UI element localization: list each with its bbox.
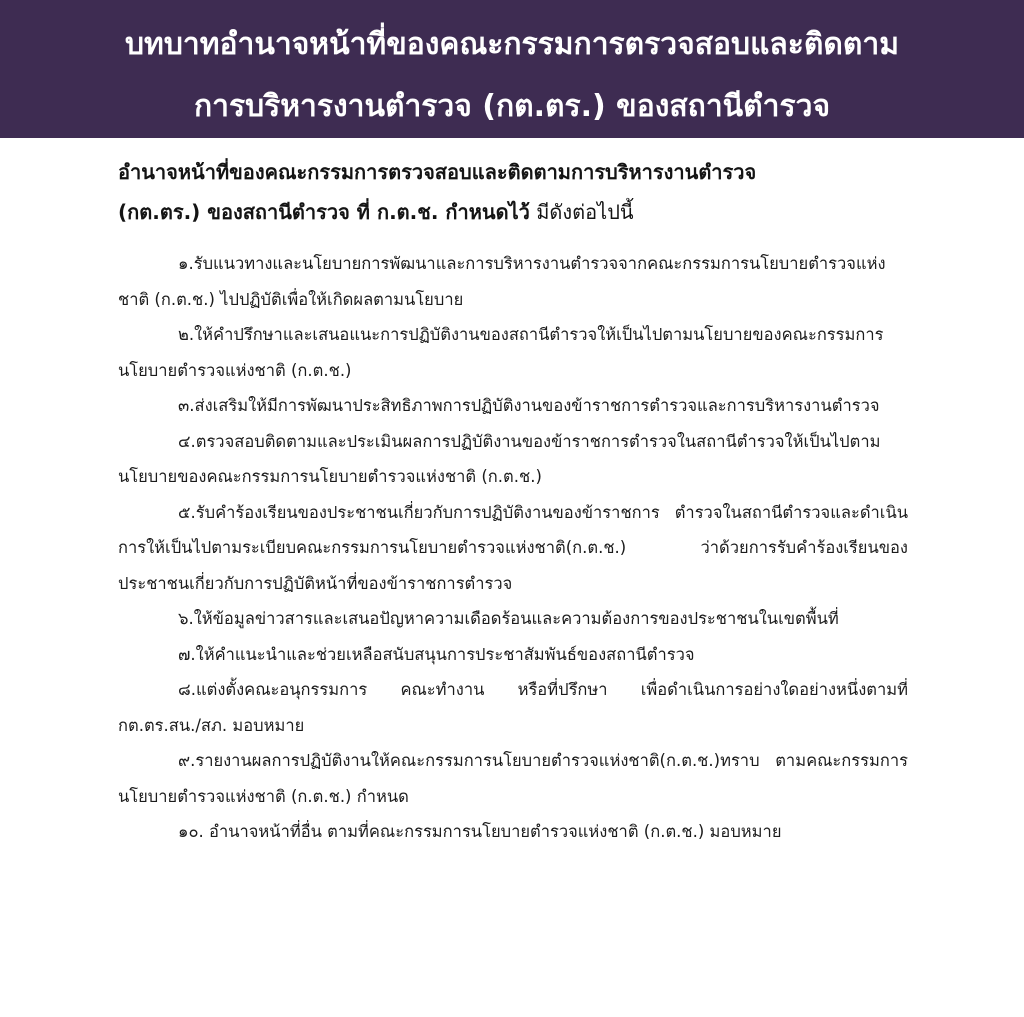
heading-normal-tail: มีดังต่อไปนี้: [536, 200, 634, 224]
duty-item-3: ๓.ส่งเสริมให้มีการพัฒนาประสิทธิภาพการปฏิบัติงานของข้าราชการตำรวจและการบริหารงานตำรวจ: [178, 396, 880, 415]
section-heading: [118, 152, 908, 232]
heading-bold-line-2: (กต.ตร.) ของสถานีตำรวจ ที่ ก.ต.ช. กำหนดไว้: [118, 200, 530, 224]
duty-item-8: ๘.แต่งตั้งคณะอนุกรรมการ คณะทำงาน หรือที่ปรึกษา เพื่อดำเนินการอย่างใดอย่างหนึ่งตามที่ กต.ตร.สน./สภ. มอบหมาย: [118, 680, 908, 735]
duty-item-9: ๙.รายงานผลการปฏิบัติงานให้คณะกรรมการนโยบายตำรวจแห่งชาติ(ก.ต.ช.)ทราบ ตามคณะกรรมการนโยบายตำรวจแห่งชาติ (ก.ต.ช.) กำหนด: [118, 751, 908, 806]
duty-item-5: ๕.รับคำร้องเรียนของประชาชนเกี่ยวกับการปฏิบัติงานของข้าราชการ ตำรวจในสถานีตำรวจและดำเนินการให้เป็นไปตามระเบียบคณะกรรมการนโยบายตำรวจแห่งชาติ(ก.ต.ช.) ว่าด้วยการรับคำร้องเรียนของประชาชนเกี่ยวกับการปฏิบัติหน้าที่ของข้าราชการตำรวจ: [118, 502, 908, 593]
duty-item-6: ๖.ให้ข้อมูลข่าวสารและเสนอปัญหาความเดือดร้อนและความต้องการของประชาชนในเขตพื้นที่: [178, 609, 839, 628]
document-body: [118, 152, 908, 850]
duty-item-7: ๗.ให้คำแนะนำและช่วยเหลือสนับสนุนการประชาสัมพันธ์ของสถานีตำรวจ: [178, 644, 695, 664]
duty-item-2: ๒.ให้คำปรึกษาและเสนอแนะการปฏิบัติงานของสถานีตำรวจให้เป็นไปตามนโยบายของคณะกรรมการนโยบายตำรวจแห่งชาติ (ก.ต.ช.): [118, 325, 884, 380]
duty-item-4: ๔.ตรวจสอบติดตามและประเมินผลการปฏิบัติงานของข้าราชการตำรวจในสถานีตำรวจให้เป็นไปตามนโยบายของคณะกรรมการนโยบายตำรวจแห่งชาติ (ก.ต.ช.): [118, 431, 881, 486]
heading-bold-line-1: อำนาจหน้าที่ของคณะกรรมการตรวจสอบและติดตามการบริหารงานตำรวจ: [118, 160, 757, 184]
duty-item-1: ๑.รับแนวทางและนโยบายการพัฒนาและการบริหารงานตำรวจจากคณะกรรมการนโยบายตำรวจแห่งชาติ (ก.ต.ช.) ไปปฏิบัติเพื่อให้เกิดผลตามนโยบาย: [118, 254, 886, 309]
banner-title-line-2: การบริหารงานตำรวจ (กต.ตร.) ของสถานีตำรวจ: [193, 89, 831, 124]
duty-item-10: ๑๐. อำนาจหน้าที่อื่น ตามที่คณะกรรมการนโยบายตำรวจแห่งชาติ (ก.ต.ช.) มอบหมาย: [178, 822, 782, 841]
title-banner: [0, 0, 1024, 138]
banner-title-line-1: บทบาทอำนาจหน้าที่ของคณะกรรมการตรวจสอบและติดตาม: [125, 27, 899, 62]
